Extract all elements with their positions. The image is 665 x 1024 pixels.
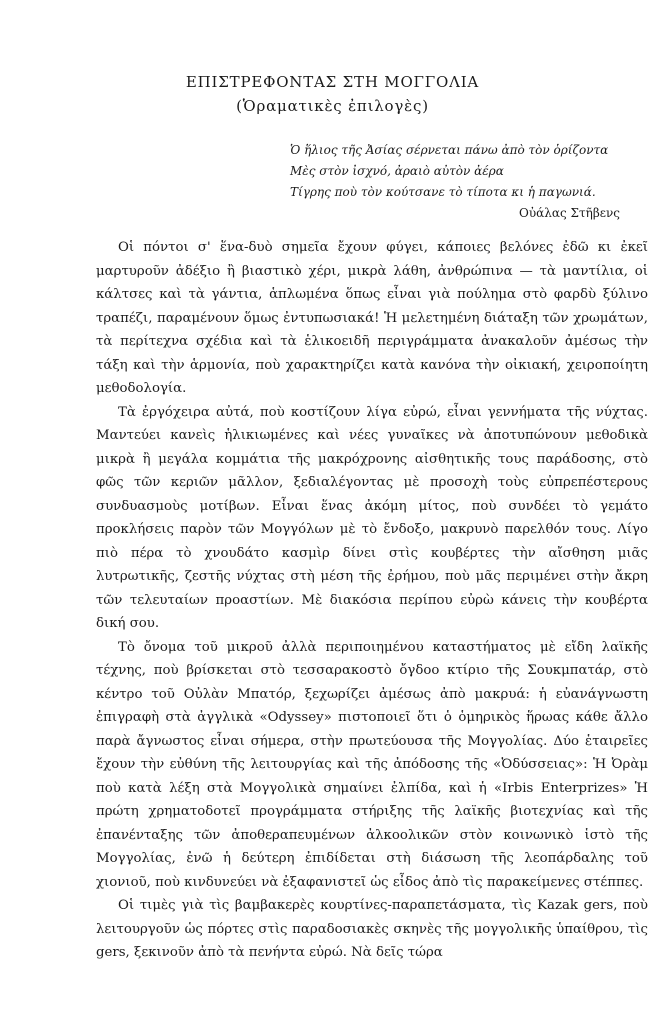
epigraph-line: Τίγρης ποὺ τὸν κούτσανε τὸ τίποτα κι ἡ παγωνιά. [290,185,596,199]
epigraph-author: Οὐάλας Στῆβενς [519,206,620,220]
body-text [96,236,648,965]
epigraph-line: Μὲς στὸν ἰσχνό, ἀραιὸ αὐτὸν ἀέρα [290,164,504,178]
paragraph: Οἱ τιμὲς γιὰ τὶς βαμβακερὲς κουρτίνες-παραπετάσματα, τὶς Kazak gers, ποὺ λειτουργοῦν ὡς πόρτες στὶς παραδοσιακὲς σκηνὲς τῆς μογγολικῆς ὑπαίθρου, τὶς gers, ξεκινοῦν ἀπὸ τὰ πενήντα εὐρώ. Νὰ δεῖς τώρα [96,898,648,960]
chapter-subtitle: (Ὁραματικὲς ἐπιλογὲς) [236,97,429,115]
paragraph: Οἱ πόντοι σ' ἕνα-δυὸ σημεῖα ἔχουν φύγει, κάποιες βελόνες ἐδῶ κι ἐκεῖ μαρτυροῦν ἀδέξιο ἢ βιαστικὸ χέρι, μικρὰ λάθη, ἀνθρώπινα — τὰ μαντίλια, οἱ κάλτσες καὶ τὰ γάντια, ἁπλωμένα ὅπως εἶναι γιὰ πούλημα στὸ φαρδὺ ξύλινο τραπέζι, παραμένουν ὅμως ἐντυπωσιακά! Ἡ μελετημένη διάταξη τῶν χρωμάτων, τὰ περίτεχνα σχέδια καὶ τὰ ἑλικοειδῆ περιγράμματα ἀνακαλοῦν ἀμέσως τὴν τάξη καὶ τὴν ἁρμονία, ποὺ χαρακτηρίζει κατὰ κανόνα τὴν οἰκιακή, χειροποίητη μεθοδολογία. [96,240,648,396]
chapter-title: ΕΠΙΣΤΡΕΦΟΝΤΑΣ ΣΤΗ ΜΟΓΓΟΛΙΑ [185,73,480,91]
epigraph [290,140,650,224]
paragraph: Τὰ ἐργόχειρα αὐτά, ποὺ κοστίζουν λίγα εὐρώ, εἶναι γεννήματα τῆς νύχτας. Μαντεύει κανεὶς ἡλικιωμένες καὶ νέες γυναῖκες νὰ ἀποτυπώνουν μεθοδικὰ μικρὰ ἢ μεγάλα κομμάτια τῆς μακρόχρονης αἰσθητικῆς τους παράδοσης, στὸ φῶς τῶν κεριῶν μᾶλλον, ξεδιαλέγοντας μὲ προσοχὴ τοὺς εὐπρεπέστερους συνδυασμοὺς μοτίβων. Εἶναι ἕνας ἀκόμη μίτος, ποὺ συνδέει τὸ γεμάτο προκλήσεις παρὸν τῶν Μογγόλων μὲ τὸ ἔνδοξο, μακρυνὸ παρελθόν τους. Λίγο πιὸ πέρα τὸ χνουδάτο κασμὶρ δίνει στὶς κουβέρτες τὴν αἴσθηση μιᾶς λυτρωτικῆς, ζεστῆς νύχτας στὴ μέση τῆς ἐρήμου, ποὺ μᾶς περιμένει στὴν ἄκρη τῶν τελευταίων προαστίων. Μὲ διακόσια περίπου εὐρὼ κάνεις τὴν κουβέρτα δική σου. [96,404,648,631]
paragraph: Τὸ ὄνομα τοῦ μικροῦ ἀλλὰ περιποιημένου καταστήματος μὲ εἴδη λαϊκῆς τέχνης, ποὺ βρίσκεται στὸ τεσσαρακοστὸ ὄγδοο κτίριο τῆς Σουκμπατάρ, στὸ κέντρο τοῦ Οὐλὰν Μπατόρ, ξεχωρίζει ἀμέσως ἀπὸ μακρυά: ἡ εὐανάγνωστη ἐπιγραφὴ στὰ ἀγγλικὰ «Odyssey» πιστοποιεῖ ὅτι ὁ ὁμηρικὸς ἥρωας κάθε ἄλλο παρὰ ἄγνωστος εἶναι σήμερα, στὴν πρωτεύουσα τῆς Μογγολίας. Δύο ἑταιρεῖες ἔχουν τὴν εὐθύνη τῆς λειτουργίας καὶ τῆς ἀπόδοσης τῆς «Ὀδύσσειας»: Ἡ Ὀρὰμ ποὺ κατὰ λέξη στὰ Μογγολικὰ σημαίνει ἐλπίδα, καὶ ἡ «Irbis Enterprizes» Ἡ πρώτη χρηματοδοτεῖ προγράμματα στήριξης τῆς λαϊκῆς βιοτεχνίας καὶ τῆς ἐπανένταξης τῶν ἀποθεραπευμένων ἀλκοολικῶν στὸν κοινωνικὸ ἱστὸ τῆς Μογγολίας, ἐνῶ ἡ δεύτερη ἐπιδίδεται στὴ διάσωση τῆς λεοπάρδαλης τοῦ χιονιοῦ, ποὺ κινδυνεύει νὰ ἐξαφανιστεῖ ὡς εἶδος ἀπὸ τὶς παρακείμενες στέππες. [96,639,648,890]
epigraph-line: Ὁ ἥλιος τῆς Ἀσίας σέρνεται πάνω ἀπὸ τὸν ὁρίζοντα [290,143,609,157]
